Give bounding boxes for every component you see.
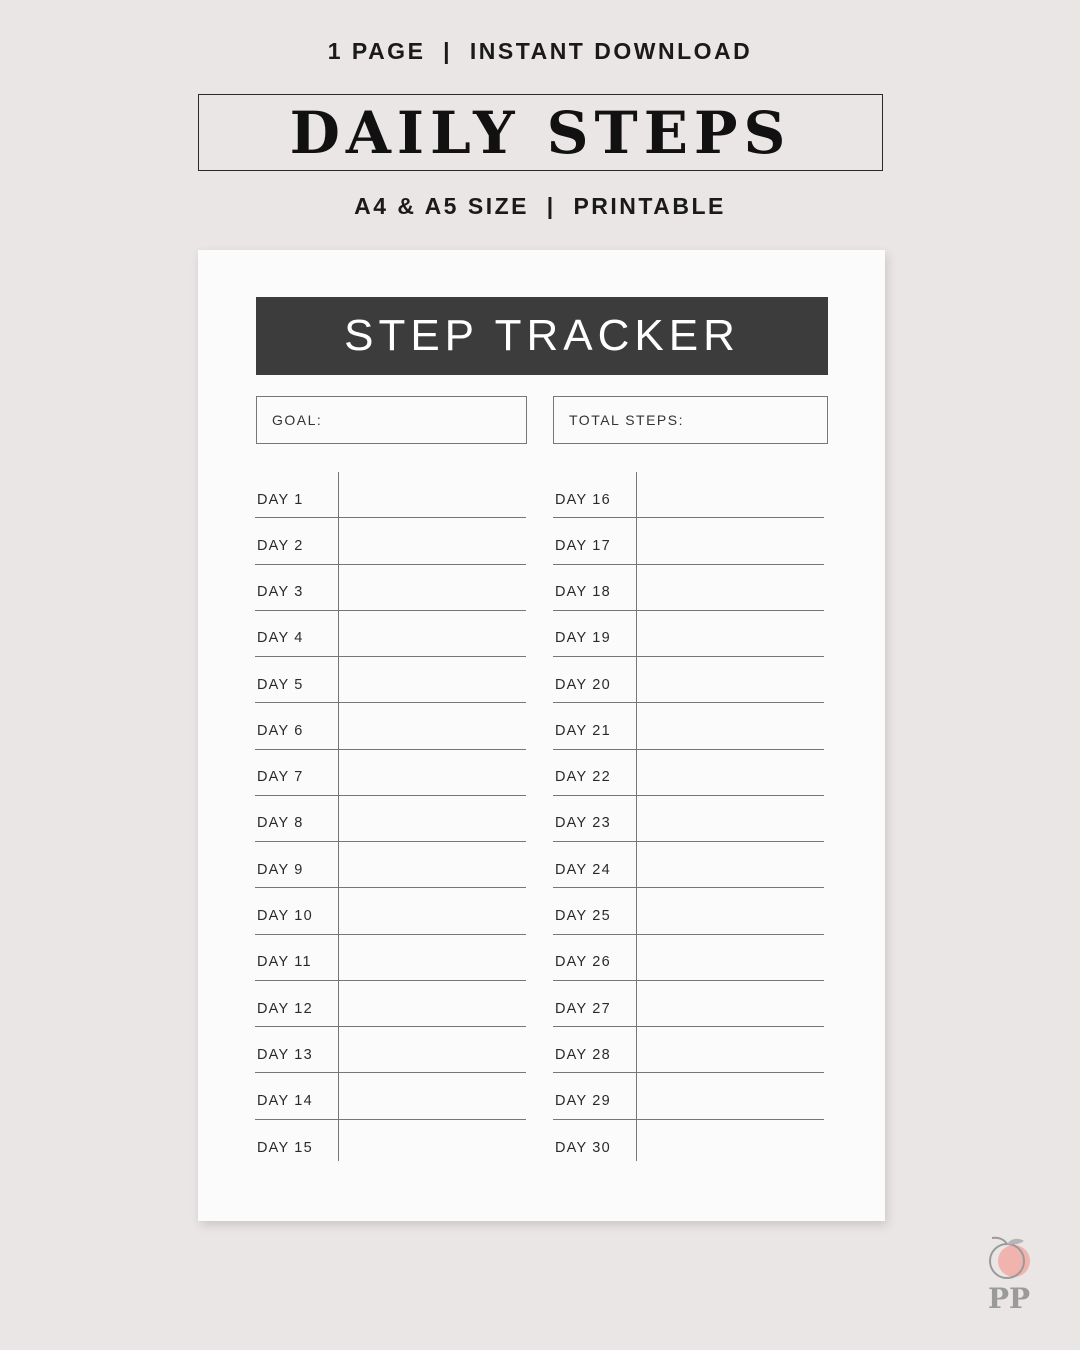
day-row[interactable] [553, 472, 824, 518]
day-label: DAY 11 [257, 954, 312, 971]
day-row[interactable] [255, 703, 526, 749]
day-row[interactable] [255, 518, 526, 564]
day-row[interactable] [553, 935, 824, 981]
day-row[interactable] [255, 981, 526, 1027]
peach-fill [998, 1245, 1030, 1277]
day-label: DAY 18 [555, 584, 611, 601]
day-row[interactable] [553, 981, 824, 1027]
column-divider [636, 472, 637, 1161]
day-row[interactable] [255, 1027, 526, 1073]
sub-tagline: A4 & A5 SIZE | PRINTABLE [354, 193, 726, 219]
logo-text: PP [987, 1282, 1031, 1314]
day-row[interactable] [553, 703, 824, 749]
day-label: DAY 7 [257, 769, 304, 786]
day-label: DAY 6 [257, 722, 304, 739]
day-label: DAY 29 [555, 1093, 611, 1110]
day-label: DAY 30 [555, 1139, 611, 1156]
peach-logo-icon [982, 1232, 1038, 1314]
day-label: DAY 24 [555, 861, 611, 878]
day-label: DAY 19 [555, 630, 611, 647]
page-title: DAILY STEPS [289, 98, 792, 167]
day-label: DAY 10 [257, 908, 313, 925]
day-label: DAY 13 [257, 1046, 313, 1063]
day-row[interactable] [553, 1027, 824, 1073]
day-label: DAY 23 [555, 815, 611, 832]
day-row[interactable] [553, 518, 824, 564]
day-row[interactable] [255, 611, 526, 657]
day-row[interactable] [553, 796, 824, 842]
day-row[interactable] [255, 796, 526, 842]
day-row[interactable] [255, 888, 526, 934]
day-row[interactable] [553, 1073, 824, 1119]
day-column-left [255, 472, 526, 1161]
total-steps-label: TOTAL STEPS: [569, 412, 684, 428]
day-label: DAY 2 [257, 537, 304, 554]
peach-stem [992, 1238, 1007, 1244]
day-row[interactable] [255, 657, 526, 703]
tracker-sheet [198, 250, 885, 1221]
step-tracker-banner: STEP TRACKER [256, 297, 828, 375]
day-label: DAY 9 [257, 861, 304, 878]
day-row[interactable] [553, 565, 824, 611]
day-label: DAY 20 [555, 676, 611, 693]
day-label: DAY 22 [555, 769, 611, 786]
day-row[interactable] [255, 472, 526, 518]
day-label: DAY 16 [555, 491, 611, 508]
day-column-right [553, 472, 824, 1161]
day-label: DAY 1 [257, 491, 304, 508]
day-row[interactable] [255, 1120, 526, 1166]
day-row[interactable] [255, 750, 526, 796]
title-box [198, 94, 883, 171]
day-label: DAY 17 [555, 537, 611, 554]
top-tagline: 1 PAGE | INSTANT DOWNLOAD [327, 38, 753, 64]
total-steps-field[interactable] [553, 396, 828, 444]
day-row[interactable] [553, 888, 824, 934]
day-label: DAY 26 [555, 954, 611, 971]
day-label: DAY 8 [257, 815, 304, 832]
day-row[interactable] [255, 842, 526, 888]
day-label: DAY 12 [257, 1000, 313, 1017]
day-label: DAY 27 [555, 1000, 611, 1017]
day-label: DAY 14 [257, 1093, 313, 1110]
column-divider [338, 472, 339, 1161]
day-label: DAY 28 [555, 1046, 611, 1063]
day-label: DAY 25 [555, 908, 611, 925]
day-label: DAY 5 [257, 676, 304, 693]
peach-leaf [1007, 1239, 1024, 1245]
goal-label: GOAL: [272, 412, 323, 428]
day-row[interactable] [553, 842, 824, 888]
day-row[interactable] [255, 935, 526, 981]
day-label: DAY 4 [257, 630, 304, 647]
day-label: DAY 3 [257, 584, 304, 601]
day-row[interactable] [255, 1073, 526, 1119]
day-label: DAY 21 [555, 722, 611, 739]
day-row[interactable] [255, 565, 526, 611]
day-row[interactable] [553, 750, 824, 796]
day-row[interactable] [553, 611, 824, 657]
goal-field[interactable] [256, 396, 527, 444]
day-label: DAY 15 [257, 1139, 313, 1156]
day-row[interactable] [553, 1120, 824, 1166]
day-row[interactable] [553, 657, 824, 703]
